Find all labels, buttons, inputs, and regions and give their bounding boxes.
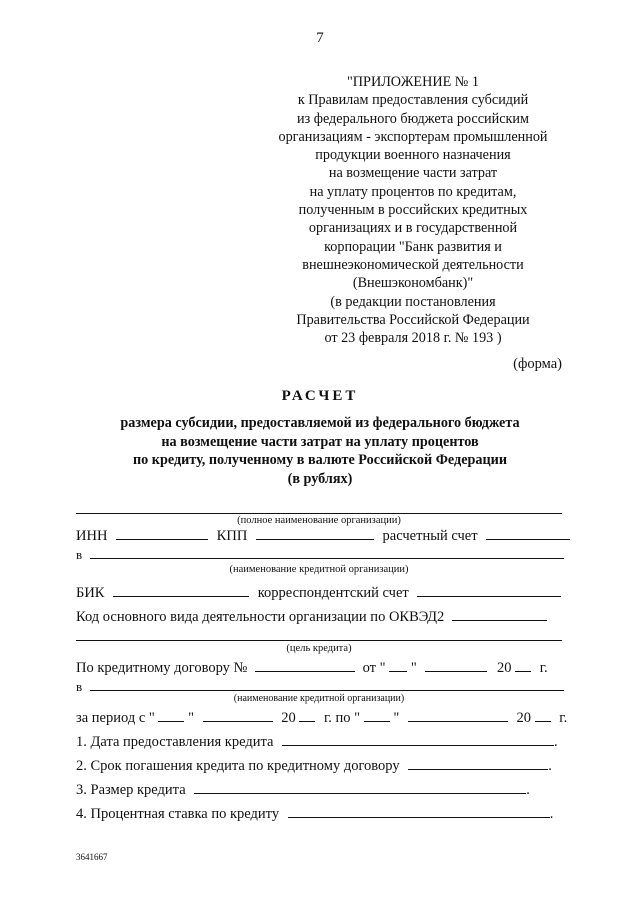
bik-field[interactable]: [113, 583, 249, 597]
appendix-line: из федерального бюджета российским: [297, 110, 529, 127]
inn-kpp-row: [76, 526, 562, 545]
item-label: 3. Размер кредита: [76, 782, 186, 798]
year-prefix: 20: [497, 660, 512, 676]
bank-row: [76, 545, 562, 564]
account-field[interactable]: [486, 526, 570, 540]
period-end-year-field[interactable]: [535, 708, 551, 722]
appendix-heading: "ПРИЛОЖЕНИЕ № 1: [347, 74, 479, 90]
appendix-line: организациях и в государственной: [308, 220, 518, 237]
period-year-end: 20: [516, 710, 532, 726]
account-label: расчетный счет: [382, 528, 478, 544]
page-number: 7: [316, 30, 324, 46]
period-end-day-field[interactable]: [364, 708, 390, 722]
period-row: [76, 708, 568, 727]
bank-name-caption: (наименование кредитной организации): [229, 564, 409, 575]
kpp-field[interactable]: [256, 526, 374, 540]
org-name-field[interactable]: [76, 513, 562, 514]
bik-row: [76, 583, 562, 602]
period-g-po: г. по ": [323, 710, 361, 726]
year-suffix: г.: [539, 660, 548, 676]
credit-contract-row: [76, 658, 562, 677]
from-label: от ": [362, 660, 386, 676]
appendix-line: организациям - экспортерам промышленной: [278, 128, 548, 145]
item-label: 1. Дата предоставления кредита: [76, 734, 274, 750]
appendix-line: корпорации "Банк развития и: [324, 238, 502, 255]
quote-close: ": [410, 660, 417, 676]
item-label: 4. Процентная ставка по кредиту: [76, 806, 280, 822]
in-label-2: в: [76, 679, 83, 694]
item-credit-amount: [76, 780, 562, 799]
appendix-line: от 23 февраля 2018 г. № 193 ): [324, 330, 502, 347]
footer-code: 3641667: [76, 852, 108, 862]
period-g-end: г.: [559, 710, 568, 726]
appendix-line: (Внешэкономбанк)": [352, 275, 474, 292]
appendix-line: полученным в российских кредитных: [298, 202, 528, 219]
credit-purpose-field[interactable]: [76, 640, 562, 641]
period-label: за период с ": [76, 710, 155, 726]
appendix-line: продукции военного назначения: [315, 147, 511, 164]
repayment-term-field[interactable]: [408, 756, 548, 770]
period-start-day-field[interactable]: [158, 708, 184, 722]
contract-number-field[interactable]: [255, 658, 355, 672]
item-label: 2. Срок погашения кредита по кредитному договору: [76, 758, 400, 774]
appendix-line: к Правилам предоставления субсидий: [297, 92, 529, 109]
interest-rate-field[interactable]: [288, 804, 550, 818]
inn-label: ИНН: [76, 528, 108, 544]
appendix-line: на возмещение части затрат: [328, 165, 498, 182]
appendix-line: внешнеэкономической деятельности: [302, 256, 524, 273]
kpp-label: КПП: [216, 528, 248, 544]
inn-field[interactable]: [116, 526, 208, 540]
item-repayment-term: [76, 756, 562, 775]
quote-close: ": [188, 710, 194, 726]
bik-label: БИК: [76, 585, 105, 601]
form-label: (форма): [513, 356, 562, 372]
item-credit-date: [76, 732, 562, 751]
contract-year-field[interactable]: [515, 658, 531, 672]
document-subtitle: [0, 414, 640, 488]
contract-day-field[interactable]: [389, 658, 407, 672]
item-end: .: [554, 734, 558, 750]
period-end-month-field[interactable]: [408, 708, 508, 722]
in-label: в: [76, 547, 83, 562]
item-end: .: [548, 758, 552, 774]
quote-close: ": [393, 710, 400, 726]
subtitle-line: на возмещение части затрат на уплату процентов: [161, 433, 479, 450]
bank-name-caption-2: (наименование кредитной организации): [233, 693, 405, 704]
bank-name-field[interactable]: [90, 545, 564, 559]
credit-contract-label: По кредитному договору №: [76, 660, 248, 676]
contract-month-field[interactable]: [425, 658, 487, 672]
document-title: РАСЧЕТ: [281, 388, 359, 404]
credit-amount-field[interactable]: [194, 780, 526, 794]
corr-account-label: корреспондентский счет: [257, 585, 409, 601]
period-start-year-field[interactable]: [299, 708, 315, 722]
item-interest-rate: [76, 804, 562, 823]
subtitle-line: размера субсидии, предоставляемой из федерального бюджета: [120, 415, 520, 431]
corr-account-field[interactable]: [417, 583, 561, 597]
appendix-line: (в редакции постановления: [330, 293, 496, 310]
okved-row: [76, 607, 562, 626]
period-start-month-field[interactable]: [203, 708, 273, 722]
item-end: .: [526, 782, 530, 798]
item-end: .: [549, 806, 554, 822]
okved-label: Код основного вида деятельности организации по ОКВЭД2: [76, 609, 445, 625]
subtitle-line: (в рублях): [287, 470, 353, 487]
subtitle-line: по кредиту, полученному в валюте Российской Федерации: [132, 452, 508, 468]
org-name-caption: (полное наименование организации): [237, 515, 401, 526]
credit-date-field[interactable]: [282, 732, 554, 746]
credit-purpose-caption: (цель кредита): [286, 643, 352, 654]
bank-name-field-2[interactable]: [90, 677, 564, 691]
appendix-block: [258, 73, 568, 347]
appendix-line: Правительства Российской Федерации: [296, 311, 530, 328]
appendix-line: на уплату процентов по кредитам,: [309, 183, 517, 200]
okved-field[interactable]: [452, 607, 547, 621]
period-year-mid: 20: [281, 710, 296, 726]
